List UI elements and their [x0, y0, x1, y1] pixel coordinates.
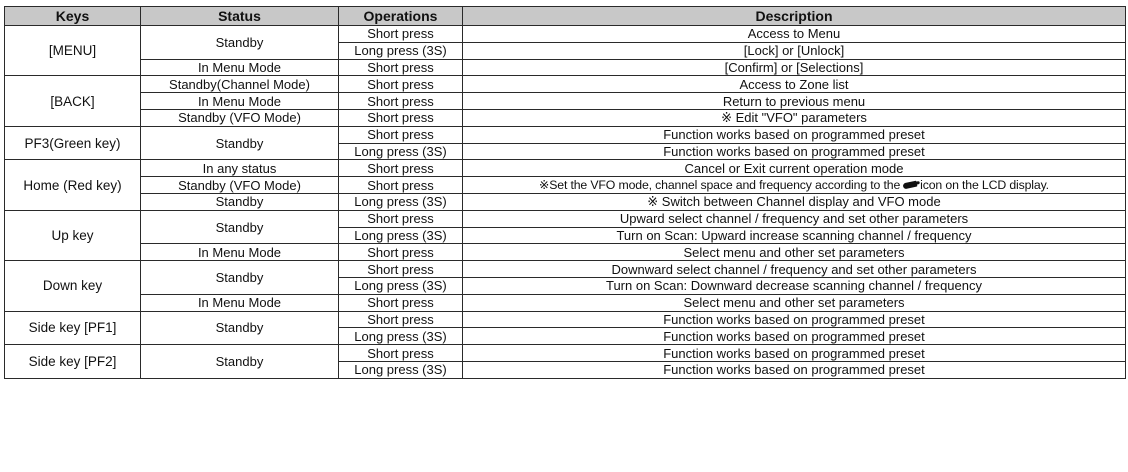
description-cell: ※ Edit "VFO" parameters — [463, 109, 1126, 126]
table-row — [5, 26, 1126, 43]
operation-cell: Short press — [339, 59, 463, 76]
operation-cell: Long press (3S) — [339, 227, 463, 244]
key-home: Home (Red key) — [5, 160, 141, 210]
table-row — [5, 294, 1126, 311]
table-row — [5, 193, 1126, 210]
header-keys: Keys — [5, 7, 141, 26]
status-cell: In Menu Mode — [141, 294, 339, 311]
status-cell: Standby(Channel Mode) — [141, 76, 339, 93]
operation-cell: Long press (3S) — [339, 193, 463, 210]
description-cell: Function works based on programmed preset — [463, 126, 1126, 143]
operation-cell: Short press — [339, 294, 463, 311]
table-row — [5, 244, 1126, 261]
description-text-a: ※Set the VFO mode, channel space and frequency according to the — [539, 177, 901, 192]
status-cell: In Menu Mode — [141, 244, 339, 261]
status-cell: Standby — [141, 345, 339, 379]
description-cell: [Lock] or [Unlock] — [463, 42, 1126, 59]
description-cell: Access to Zone list — [463, 76, 1126, 93]
description-text-b: icon on the LCD display. — [920, 177, 1049, 192]
key-function-table-container — [4, 6, 1126, 379]
pointing-hand-icon — [903, 181, 918, 190]
status-cell: In Menu Mode — [141, 59, 339, 76]
description-cell: Select menu and other set parameters — [463, 294, 1126, 311]
operation-cell: Short press — [339, 160, 463, 177]
status-cell: Standby — [141, 261, 339, 295]
header-description: Description — [463, 7, 1126, 26]
description-cell: Downward select channel / frequency and set other parameters — [463, 261, 1126, 278]
table-row — [5, 261, 1126, 278]
table-row — [5, 76, 1126, 93]
description-cell: Turn on Scan: Upward increase scanning channel / frequency — [463, 227, 1126, 244]
header-status: Status — [141, 7, 339, 26]
operation-cell: Short press — [339, 26, 463, 43]
status-cell: Standby — [141, 193, 339, 210]
table-row — [5, 311, 1126, 328]
key-pf3: PF3(Green key) — [5, 126, 141, 160]
table-row — [5, 126, 1126, 143]
operation-cell: Short press — [339, 109, 463, 126]
description-cell: Function works based on programmed preset — [463, 311, 1126, 328]
status-cell: Standby (VFO Mode) — [141, 109, 339, 126]
operation-cell: Long press (3S) — [339, 361, 463, 378]
description-cell: Function works based on programmed preset — [463, 361, 1126, 378]
operation-cell: Long press (3S) — [339, 277, 463, 294]
status-cell: Standby (VFO Mode) — [141, 177, 339, 194]
status-cell: In any status — [141, 160, 339, 177]
description-cell — [463, 177, 1126, 194]
description-cell: Function works based on programmed preset — [463, 345, 1126, 362]
description-cell: Access to Menu — [463, 26, 1126, 43]
table-row — [5, 345, 1126, 362]
operation-cell: Short press — [339, 93, 463, 110]
operation-cell: Short press — [339, 345, 463, 362]
status-cell: Standby — [141, 26, 339, 60]
description-cell: Turn on Scan: Downward decrease scanning channel / frequency — [463, 277, 1126, 294]
description-cell: Return to previous menu — [463, 93, 1126, 110]
table-row — [5, 93, 1126, 110]
status-cell: Standby — [141, 126, 339, 160]
operation-cell: Short press — [339, 210, 463, 227]
key-menu: [MENU] — [5, 26, 141, 76]
table-row — [5, 160, 1126, 177]
description-cell: Select menu and other set parameters — [463, 244, 1126, 261]
table-row — [5, 59, 1126, 76]
status-cell: Standby — [141, 210, 339, 244]
description-cell: Upward select channel / frequency and set other parameters — [463, 210, 1126, 227]
operation-cell: Long press (3S) — [339, 143, 463, 160]
key-side-pf1: Side key [PF1] — [5, 311, 141, 345]
key-up: Up key — [5, 210, 141, 260]
operation-cell: Short press — [339, 244, 463, 261]
operation-cell: Short press — [339, 261, 463, 278]
description-cell: ※ Switch between Channel display and VFO mode — [463, 193, 1126, 210]
operation-cell: Long press (3S) — [339, 328, 463, 345]
operation-cell: Short press — [339, 76, 463, 93]
operation-cell: Short press — [339, 126, 463, 143]
key-down: Down key — [5, 261, 141, 311]
table-row — [5, 109, 1126, 126]
header-operations: Operations — [339, 7, 463, 26]
description-cell: [Confirm] or [Selections] — [463, 59, 1126, 76]
operation-cell: Long press (3S) — [339, 42, 463, 59]
description-cell: Function works based on programmed preset — [463, 328, 1126, 345]
table-row — [5, 210, 1126, 227]
status-cell: Standby — [141, 311, 339, 345]
status-cell: In Menu Mode — [141, 93, 339, 110]
operation-cell: Short press — [339, 177, 463, 194]
key-function-table — [4, 6, 1126, 379]
operation-cell: Short press — [339, 311, 463, 328]
key-back: [BACK] — [5, 76, 141, 126]
description-cell: Function works based on programmed preset — [463, 143, 1126, 160]
table-row — [5, 177, 1126, 194]
header-row — [5, 7, 1126, 26]
key-side-pf2: Side key [PF2] — [5, 345, 141, 379]
description-cell: Cancel or Exit current operation mode — [463, 160, 1126, 177]
